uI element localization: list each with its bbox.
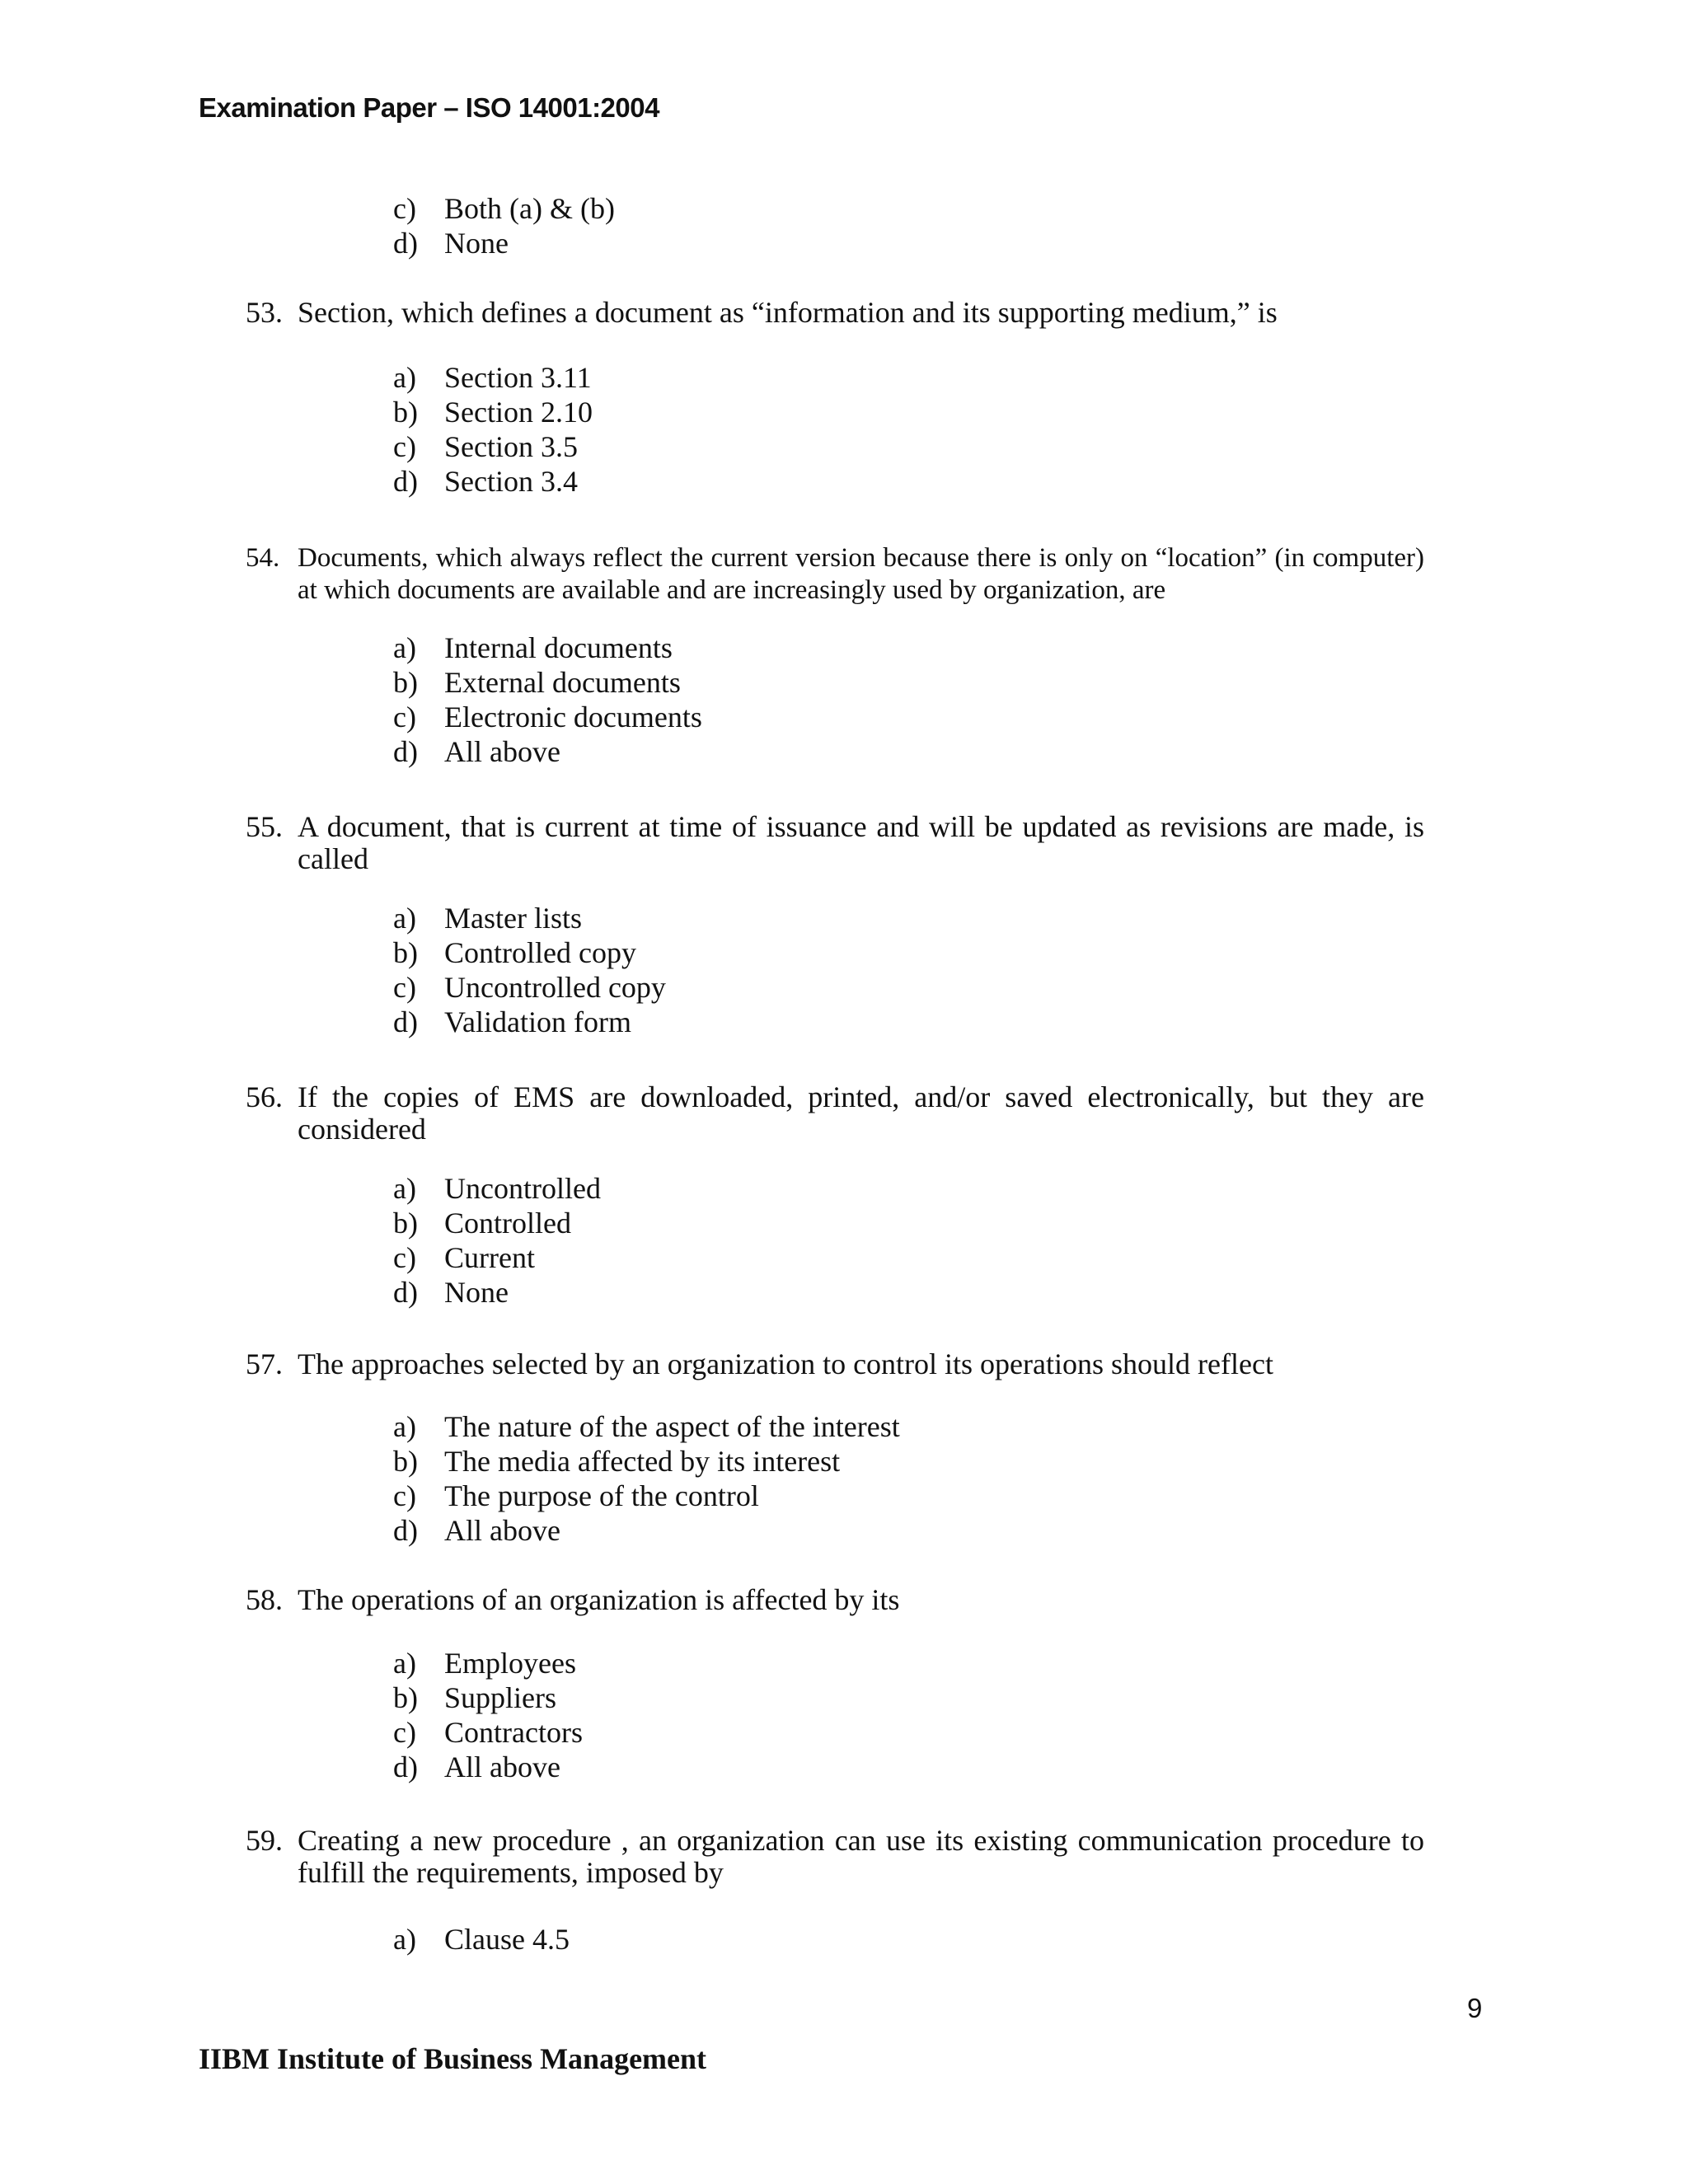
- option-letter: b): [393, 666, 418, 699]
- option-text: Uncontrolled: [444, 1172, 601, 1205]
- page-header-title: Examination Paper – ISO 14001:2004: [199, 92, 659, 123]
- question-text: Documents, which always reflect the current version because there is only on “location” (in computer) at which documents are available and are increasingly used by organization, are: [298, 543, 1424, 605]
- option-item: [393, 970, 666, 1005]
- option-text: Clause 4.5: [444, 1923, 570, 1956]
- option-text: The media affected by its interest: [444, 1445, 841, 1478]
- question-number: 59.: [246, 1824, 283, 1857]
- question-text: The approaches selected by an organization to control its operations should reflect: [298, 1347, 1273, 1380]
- question-59: [246, 1825, 1424, 1889]
- option-letter: c): [393, 971, 416, 1004]
- question-number: 57.: [246, 1347, 283, 1380]
- option-item: [393, 1171, 601, 1206]
- option-letter: d): [393, 735, 418, 768]
- option-item: [393, 700, 702, 734]
- option-text: Both (a) & (b): [444, 192, 615, 225]
- option-item: [393, 429, 578, 464]
- option-item: [393, 1005, 631, 1039]
- option-letter: b): [393, 396, 418, 429]
- option-item: [393, 464, 578, 499]
- question-text: Creating a new procedure , an organization can use its existing communication procedure to fulfill the requirements, imposed by: [298, 1824, 1424, 1889]
- option-item: [393, 630, 673, 665]
- option-letter: c): [393, 192, 416, 225]
- option-text: Controlled: [444, 1207, 571, 1240]
- option-item: [393, 395, 593, 429]
- option-text: Internal documents: [444, 631, 673, 664]
- question-57: [246, 1348, 1424, 1380]
- option-text: None: [444, 1276, 509, 1309]
- option-item: [393, 1479, 759, 1513]
- option-item: [393, 734, 560, 769]
- option-text: All above: [444, 735, 560, 768]
- option-text: The purpose of the control: [444, 1479, 759, 1512]
- option-item: [393, 191, 615, 226]
- option-text: Section 2.10: [444, 396, 593, 429]
- option-item: [393, 1206, 571, 1240]
- question-number: 54.: [246, 543, 280, 573]
- option-letter: a): [393, 1410, 416, 1443]
- option-text: All above: [444, 1514, 560, 1547]
- option-item: [393, 665, 681, 700]
- question-number: 56.: [246, 1080, 283, 1113]
- option-item: [393, 226, 509, 260]
- option-item: [393, 901, 582, 935]
- page-footer-institute: IIBM Institute of Business Management: [199, 2042, 707, 2075]
- option-text: Master lists: [444, 902, 582, 935]
- option-letter: d): [393, 227, 418, 260]
- option-text: Electronic documents: [444, 701, 702, 733]
- question-text: A document, that is current at time of issuance and will be updated as revisions are made, is called: [298, 810, 1424, 875]
- option-letter: d): [393, 1276, 418, 1309]
- option-text: Uncontrolled copy: [444, 971, 666, 1004]
- option-letter: c): [393, 1241, 416, 1274]
- question-number: 55.: [246, 810, 283, 843]
- option-item: [393, 1240, 535, 1275]
- option-text: Employees: [444, 1647, 576, 1680]
- option-item: [393, 1750, 560, 1784]
- option-letter: a): [393, 361, 416, 394]
- option-letter: d): [393, 1005, 418, 1038]
- option-letter: c): [393, 430, 416, 463]
- option-letter: b): [393, 1445, 418, 1478]
- option-letter: c): [393, 701, 416, 733]
- question-55: [246, 811, 1424, 875]
- option-item: [393, 1275, 509, 1310]
- option-text: Section 3.5: [444, 430, 578, 463]
- question-54: [246, 542, 1424, 607]
- option-text: The nature of the aspect of the interest: [444, 1410, 900, 1443]
- option-letter: b): [393, 1681, 418, 1714]
- option-text: None: [444, 227, 509, 260]
- option-letter: a): [393, 1647, 416, 1680]
- option-item: [393, 1513, 560, 1548]
- question-58: [246, 1584, 1424, 1616]
- option-letter: c): [393, 1479, 416, 1512]
- option-letter: b): [393, 1207, 418, 1240]
- option-letter: a): [393, 902, 416, 935]
- option-letter: c): [393, 1716, 416, 1749]
- option-text: Current: [444, 1241, 535, 1274]
- question-53: [246, 297, 1424, 329]
- option-item: [393, 1922, 570, 1957]
- option-text: Contractors: [444, 1716, 583, 1749]
- option-item: [393, 935, 636, 970]
- option-item: [393, 1444, 840, 1479]
- question-number: 53.: [246, 296, 283, 329]
- option-text: Validation form: [444, 1005, 631, 1038]
- option-text: Suppliers: [444, 1681, 557, 1714]
- question-56: [246, 1081, 1424, 1146]
- option-text: Section 3.4: [444, 465, 578, 498]
- page-number: 9: [1467, 1993, 1483, 2023]
- option-letter: d): [393, 1514, 418, 1547]
- option-letter: a): [393, 1923, 416, 1956]
- option-text: Section 3.11: [444, 361, 592, 394]
- question-text: If the copies of EMS are downloaded, printed, and/or saved electronically, but they are considered: [298, 1080, 1424, 1146]
- option-letter: d): [393, 465, 418, 498]
- option-text: Controlled copy: [444, 936, 636, 969]
- question-text: The operations of an organization is affected by its: [298, 1583, 900, 1616]
- option-item: [393, 1680, 556, 1715]
- option-item: [393, 1646, 576, 1680]
- option-text: All above: [444, 1750, 560, 1783]
- question-number: 58.: [246, 1583, 283, 1616]
- option-letter: a): [393, 1172, 416, 1205]
- option-item: [393, 360, 592, 395]
- option-letter: b): [393, 936, 418, 969]
- option-letter: d): [393, 1750, 418, 1783]
- option-item: [393, 1715, 583, 1750]
- question-text: Section, which defines a document as “information and its supporting medium,” is: [298, 296, 1278, 329]
- option-letter: a): [393, 631, 416, 664]
- option-item: [393, 1409, 900, 1444]
- option-text: External documents: [444, 666, 681, 699]
